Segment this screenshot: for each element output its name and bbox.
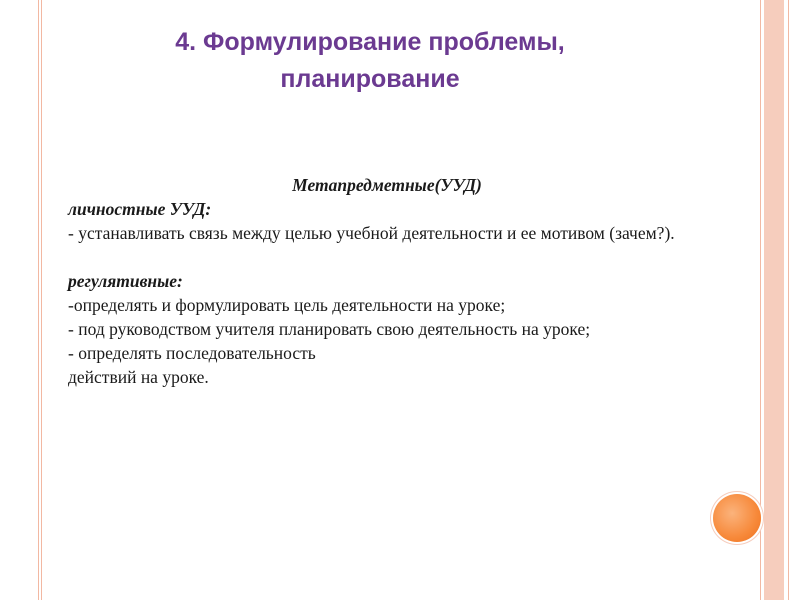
- regulative-item: -определять и формулировать цель деятельности на уроке;: [68, 295, 506, 315]
- right-frame-line: [760, 0, 761, 600]
- regulative-heading: регулятивные:: [68, 271, 183, 291]
- regulative-item: - определять последовательность: [68, 343, 316, 363]
- orange-circle-decoration: [713, 494, 761, 542]
- regulative-item: действий на уроке.: [68, 367, 209, 387]
- left-frame-decoration: [38, 0, 42, 600]
- right-frame-line: [788, 0, 789, 600]
- slide-title-line-2: планирование: [280, 65, 460, 93]
- spacer: [68, 245, 706, 269]
- slide-body: [68, 173, 706, 389]
- right-frame-band: [764, 0, 784, 600]
- personal-heading: личностные УУД:: [68, 199, 212, 219]
- section-subtitle: Метапредметные(УУД): [292, 175, 482, 195]
- slide-title: [120, 24, 620, 98]
- personal-item: - устанавливать связь между целью учебной деятельности и ее мотивом (зачем?).: [68, 223, 675, 243]
- regulative-item: - под руководством учителя планировать свою деятельность на уроке;: [68, 319, 591, 339]
- slide-title-line-1: 4. Формулирование проблемы,: [175, 28, 565, 56]
